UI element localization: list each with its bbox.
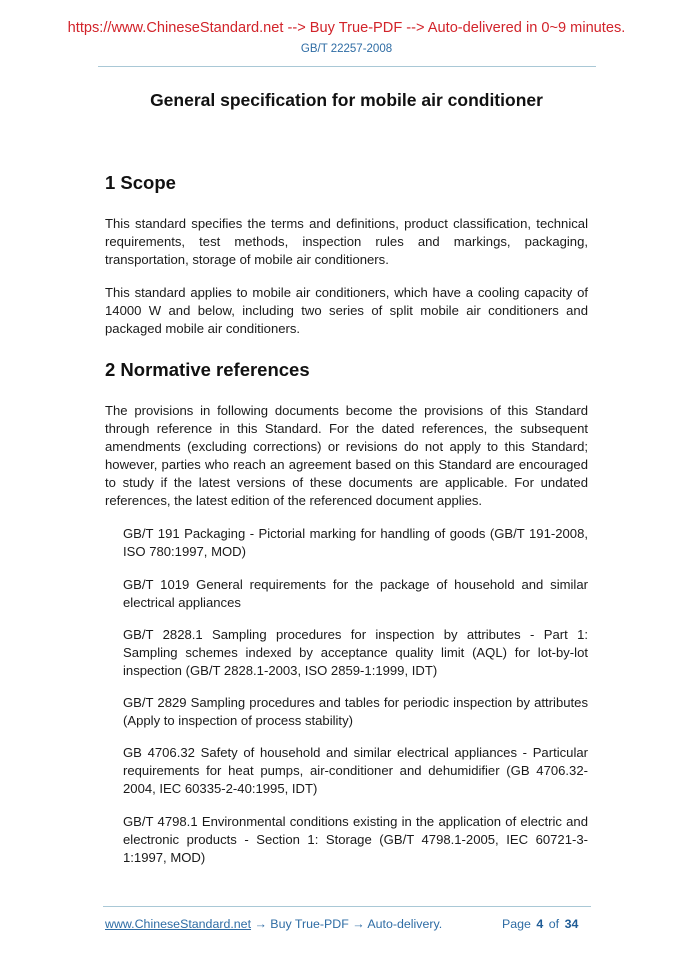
reference-item: GB/T 2829 Sampling procedures and tables for periodic inspection by attributes (Apply to inspection of process stability) — [123, 695, 588, 729]
normative-references-intro: The provisions in following documents become the provisions of this Standard through reference in this Standard. For the dated references, the subsequent amendments (excluding corrections) or revisions do not apply to this Standard; however, parties who reach an agreement based on this Standard are encouraged to study if the latest versions of these documents are applicable. For undated references, the latest edition of the referenced document applies. — [105, 403, 588, 509]
scope-paragraph-2: This standard applies to mobile air conditioners, which have a cooling capacity of 14000 W and below, including two series of split mobile air conditioners and packaged mobile air conditioners. — [105, 285, 588, 337]
reference-item: GB 4706.32 Safety of household and similar electrical appliances - Particular requirements for heat pumps, air-conditioner and dehumidifier (GB 4706.32-2004, IEC 60335-2-40:1995, IDT) — [123, 745, 588, 797]
footer-site-link[interactable]: www.ChineseStandard.net — [105, 917, 252, 931]
document-title: General specification for mobile air conditioner — [150, 90, 543, 110]
reference-item: GB/T 4798.1 Environmental conditions existing in the application of electric and electronic products - Section 1: Storage (GB/T 4798.1-2005, IEC 60721-3-1:1997, MOD) — [123, 814, 588, 866]
section-heading-scope: 1 Scope — [105, 172, 176, 193]
page-current: 4 — [536, 917, 544, 931]
footer-promo — [105, 916, 442, 932]
scope-paragraph-1: This standard specifies the terms and definitions, product classification, technical requirements, test methods, inspection rules and markings, packaging, transportation, storage of mobile air conditioners. — [105, 216, 588, 268]
header-divider — [98, 66, 596, 67]
page-of-label: of — [548, 917, 560, 931]
footer-divider — [103, 906, 591, 907]
reference-item: GB/T 191 Packaging - Pictorial marking for handling of goods (GB/T 191-2008, ISO 780:1997, MOD) — [123, 526, 588, 560]
section-heading-normative-references: 2 Normative references — [105, 359, 310, 380]
promo-banner: https://www.ChineseStandard.net --> Buy True-PDF --> Auto-delivered in 0~9 minutes. — [67, 20, 626, 36]
footer-tagline: → Buy True-PDF → Auto-delivery. — [251, 917, 443, 931]
reference-item: GB/T 1019 General requirements for the package of household and similar electrical appliances — [123, 577, 588, 611]
reference-item: GB/T 2828.1 Sampling procedures for inspection by attributes - Part 1: Sampling schemes indexed by acceptance quality limit (AQL) for lot-by-lot inspection (GB/T 2828.1-2003, ISO 2859-1:1999, IDT) — [123, 627, 588, 679]
page-indicator — [502, 916, 578, 932]
page-total: 34 — [564, 917, 579, 931]
document-id: GB/T 22257-2008 — [300, 43, 393, 55]
page-label: Page — [502, 917, 531, 931]
